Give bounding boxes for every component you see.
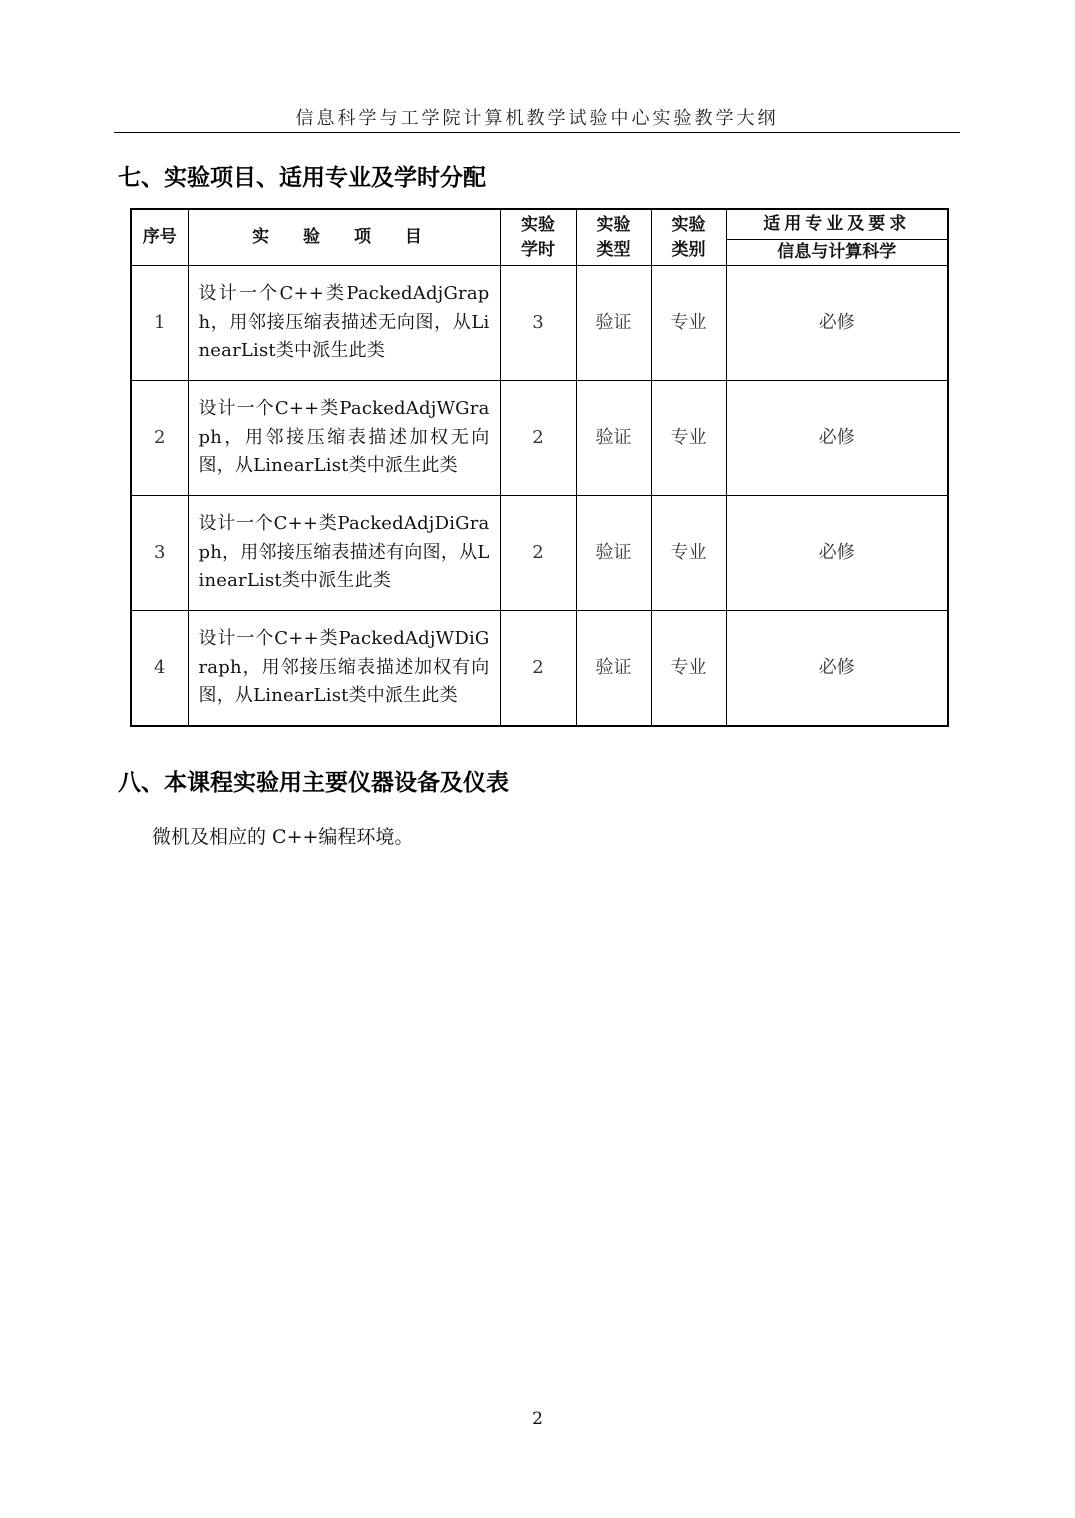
row-project: 设计一个C++类PackedAdjWGraph，用邻接压缩表描述加权无向图，从LinearList类中派生此类 [188,381,500,496]
header-requirement: 适用专业及要求 [726,209,948,240]
row-hours: 2 [500,381,576,496]
row-requirement: 必修 [726,266,948,381]
table-row [131,381,948,496]
running-header: 信息科学与工学院计算机教学试验中心实验教学大纲 [295,108,779,129]
row-type: 验证 [576,611,651,727]
section-8-title: 八、本课程实验用主要仪器设备及仪表 [118,770,509,796]
experiment-table [130,208,949,727]
row-requirement: 必修 [726,496,948,611]
row-seq: 2 [131,381,188,496]
row-requirement: 必修 [726,381,948,496]
header-major: 信息与计算科学 [726,240,948,266]
row-category: 专业 [651,611,726,727]
header-hours-text: 实验学时 [520,214,555,260]
header-category-text: 实验类别 [671,214,706,260]
table-row [131,496,948,611]
row-type: 验证 [576,496,651,611]
header-hours [500,209,576,266]
page-number: 2 [532,1409,543,1429]
equipment-paragraph: 微机及相应的 C++编程环境。 [152,826,414,848]
row-project: 设计一个C++类PackedAdjWDiGraph，用邻接压缩表描述加权有向图，从LinearList类中派生此类 [188,611,500,727]
row-type: 验证 [576,381,651,496]
table-row [131,611,948,727]
section-7-title: 七、实验项目、适用专业及学时分配 [118,165,486,191]
row-category: 专业 [651,381,726,496]
row-project: 设计一个C++类PackedAdjGraph，用邻接压缩表描述无向图，从LinearList类中派生此类 [188,266,500,381]
header-type [576,209,651,266]
row-category: 专业 [651,496,726,611]
header-category [651,209,726,266]
row-project: 设计一个C++类PackedAdjDiGraph，用邻接压缩表描述有向图，从LinearList类中派生此类 [188,496,500,611]
row-category: 专业 [651,266,726,381]
row-hours: 2 [500,496,576,611]
header-divider [114,132,960,133]
row-seq: 3 [131,496,188,611]
header-seq: 序号 [131,209,188,266]
header-type-text: 实验类型 [596,214,631,260]
row-requirement: 必修 [726,611,948,727]
row-hours: 2 [500,611,576,727]
row-seq: 1 [131,266,188,381]
table-row [131,266,948,381]
header-project: 实 验 项 目 [188,209,500,266]
row-type: 验证 [576,266,651,381]
row-hours: 3 [500,266,576,381]
row-seq: 4 [131,611,188,727]
